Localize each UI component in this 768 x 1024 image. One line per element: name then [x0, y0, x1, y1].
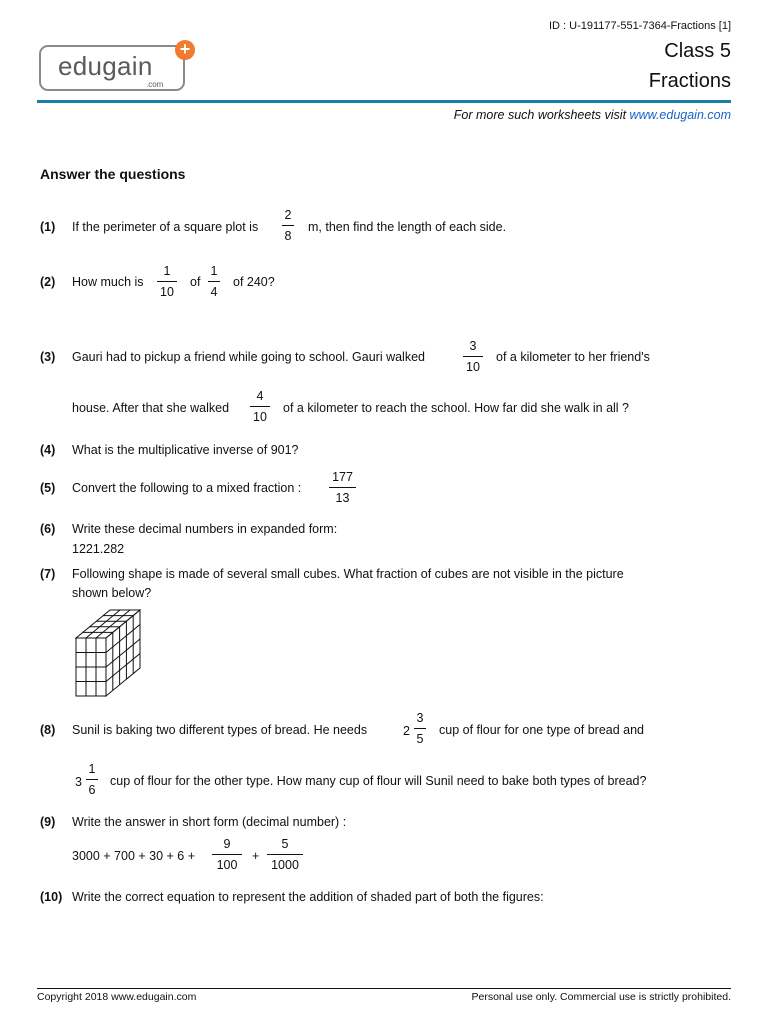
q3-text-a: Gauri had to pickup a friend while going to school. Gauri walked: [72, 350, 425, 364]
visit-prefix: For more such worksheets visit: [453, 108, 627, 122]
q2-fraction-2: [208, 264, 220, 299]
q4-text: What is the multiplicative inverse of 901?: [72, 443, 299, 457]
footer-usage-note: Personal use only. Commercial use is strictly prohibited.: [471, 991, 731, 1003]
q9-fraction-1: [212, 837, 242, 872]
fraction-bar: [282, 225, 294, 226]
fraction-numerator: 5: [281, 837, 289, 851]
q9-text: Write the answer in short form (decimal number) :: [72, 815, 347, 829]
fraction-bar: [157, 281, 177, 282]
fraction-denominator: 100: [216, 858, 238, 872]
fraction-numerator: 4: [256, 389, 264, 403]
q3-fraction-1: [463, 339, 483, 374]
visit-line: [454, 108, 731, 122]
fraction-bar: [86, 779, 98, 780]
q10-text: Write the correct equation to represent the addition of shaded part of both the figures:: [72, 890, 544, 904]
question-number: (6): [40, 522, 56, 536]
fraction-denominator: 1000: [271, 858, 299, 872]
cube-stack-figure: [72, 606, 146, 702]
fraction-numerator: 1: [163, 264, 171, 278]
q8-text-c: cup of flour for the other type. How many cup of flour will Sunil need to bake both types of bread?: [110, 774, 647, 788]
q5-text: Convert the following to a mixed fraction :: [72, 481, 302, 495]
fraction-denominator: 10: [253, 410, 267, 424]
logo-text: edugain: [58, 51, 153, 81]
q1-text-b: m, then find the length of each side.: [308, 220, 507, 234]
q8-mixed-fraction-2: [86, 762, 98, 797]
q3-text-d: of a kilometer to reach the school. How far did she walk in all ?: [283, 401, 630, 415]
question-number: (9): [40, 815, 56, 829]
q1-fraction: [282, 208, 294, 243]
q7-text-a: Following shape is made of several small cubes. What fraction of cubes are not visible in the picture: [72, 567, 624, 581]
q6-text: Write these decimal numbers in expanded form:: [72, 522, 338, 536]
footer-divider: [37, 988, 731, 989]
q9-plus: +: [252, 849, 260, 863]
section-title: Answer the questions: [40, 166, 186, 182]
q1-text-a: If the perimeter of a square plot is: [72, 220, 259, 234]
logo-domain: .com: [146, 80, 164, 89]
fraction-denominator: 10: [160, 285, 174, 299]
fraction-bar: [329, 487, 356, 488]
fraction-denominator: 8: [284, 229, 292, 243]
q8-mixed-fraction-1: [414, 711, 426, 746]
fraction-bar: [212, 854, 242, 855]
fraction-bar: [208, 281, 220, 282]
q2-text-b: of 240?: [233, 275, 275, 289]
q9-expression: 3000 + 700 + 30 + 6 +: [72, 849, 196, 863]
fraction-denominator: 6: [88, 783, 96, 797]
q8-text-a: Sunil is baking two different types of bread. He needs: [72, 723, 368, 737]
fraction-numerator: 177: [332, 470, 353, 484]
footer-copyright: Copyright 2018 www.edugain.com: [37, 991, 197, 1003]
fraction-denominator: 10: [466, 360, 480, 374]
question-number: (8): [40, 723, 56, 737]
mixed-whole: 2: [403, 724, 410, 738]
fraction-numerator: 3: [416, 711, 424, 725]
q6-number: 1221.282: [72, 542, 125, 556]
fraction-numerator: 9: [223, 837, 231, 851]
q2-fraction-1: [157, 264, 177, 299]
fraction-numerator: 3: [469, 339, 477, 353]
question-number: (10): [40, 890, 63, 904]
question-number: (5): [40, 481, 56, 495]
fraction-numerator: 1: [210, 264, 218, 278]
class-title: Class 5: [664, 40, 731, 62]
fraction-bar: [250, 406, 270, 407]
fraction-denominator: 5: [416, 732, 424, 746]
mixed-whole: 3: [75, 775, 82, 789]
q3-text-b: of a kilometer to her friend's: [496, 350, 650, 364]
fraction-denominator: 13: [335, 491, 350, 505]
q9-fraction-2: [267, 837, 303, 872]
question-number: (3): [40, 350, 56, 364]
q3-fraction-2: [250, 389, 270, 424]
q2-of: of: [190, 275, 201, 289]
logo-plus-icon: +: [175, 40, 195, 60]
fraction-bar: [267, 854, 303, 855]
topic-title: Fractions: [648, 70, 731, 92]
fraction-bar: [463, 356, 483, 357]
question-number: (2): [40, 275, 56, 289]
fraction-denominator: 4: [210, 285, 218, 299]
q8-text-b: cup of flour for one type of bread and: [439, 723, 644, 737]
worksheet-id: ID : U-191177-551-7364-Fractions [1]: [549, 20, 731, 32]
fraction-numerator: 2: [284, 208, 292, 222]
visit-link[interactable]: www.edugain.com: [629, 108, 731, 122]
question-number: (4): [40, 443, 56, 457]
fraction-bar: [414, 728, 426, 729]
question-number: (1): [40, 220, 56, 234]
fraction-numerator: 1: [88, 762, 96, 776]
question-number: (7): [40, 567, 56, 581]
q7-text-b: shown below?: [72, 586, 152, 600]
q5-fraction: [329, 470, 356, 505]
q2-text-a: How much is: [72, 275, 144, 289]
header-divider: [37, 100, 731, 103]
q3-text-c: house. After that she walked: [72, 401, 230, 415]
